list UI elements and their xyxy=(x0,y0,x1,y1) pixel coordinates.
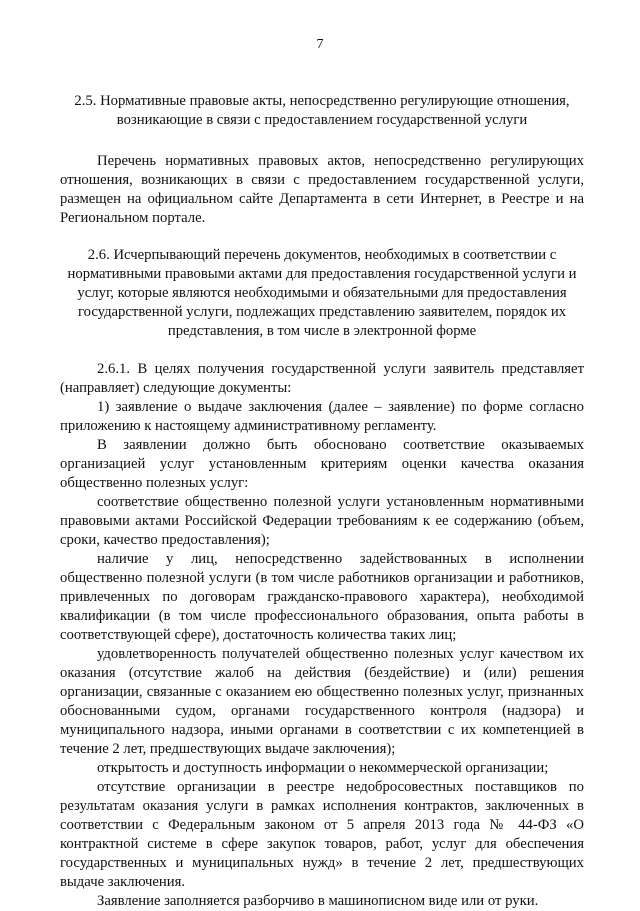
page-number: 7 xyxy=(316,37,324,52)
section-2-6-heading: 2.6. Исчерпывающий перечень документов, необходимых в соответствии с нормативными правовыми актами для предоставления государственной услуги и услуг, которые являются необходимыми и обязательными для предоставления государственной услуги, подлежащих представлению заявителем, порядок их представления, в том числе в электронной форме xyxy=(67,247,577,339)
criterion-compliance: соответствие общественно полезной услуги установленным нормативными правовыми актами Российской Федерации требованиям к ее содержанию (объем, сроки, качество предоставления); xyxy=(60,494,584,548)
criterion-satisfaction: удовлетворенность получателей общественно полезных услуг качеством их оказания (отсутствие жалоб на действия (бездействие) и (или) решения организации, связанные с оказанием ею общественно полезных услуг, признанных обоснованными судом, органами государственного контроля (надзора) и муниципального надзора, иными органами в соответствии с их компетенцией в течение 2 лет, предшествующих выдаче заключения); xyxy=(60,646,584,757)
section-2-5-heading: 2.5. Нормативные правовые акты, непосредственно регулирующие отношения, возникающие в связи с предоставлением государственной услуги xyxy=(74,93,570,128)
paragraph-2-6-1: 2.6.1. В целях получения государственной услуги заявитель представляет (направляет) следующие документы: xyxy=(60,361,584,396)
paragraph-item-1: 1) заявление о выдаче заключения (далее – заявление) по форме согласно приложению к настоящему административному регламенту. xyxy=(60,399,584,434)
paragraph-justification: В заявлении должно быть обосновано соответствие оказываемых организацией услуг установленным критериям оценки качества оказания общественно полезных услуг: xyxy=(60,437,584,491)
section-2-5-text: Перечень нормативных правовых актов, непосредственно регулирующих отношения, возникающих в связи с предоставлением государственной услуги, размещен на официальном сайте Департамента в сети Интернет, в Реестре и на Региональном портале. xyxy=(60,153,584,226)
criterion-registry: отсутствие организации в реестре недобросовестных поставщиков по результатам оказания услуги в рамках исполнения контрактов, заключенных в соответствии с Федеральным законом от 5 апреля 2013 года № 44-ФЗ «О контрактной системе в сфере закупок товаров, работ, услуг для обеспечения государственных и муниципальных нужд» в течение 2 лет, предшествующих выдаче заключения. xyxy=(60,779,584,890)
criterion-openness: открытость и доступность информации о некоммерческой организации; xyxy=(97,760,549,776)
criterion-qualification: наличие у лиц, непосредственно задействованных в исполнении общественно полезной услуги (в том числе работников организации и работников, привлеченных по договорам гражданско-правового характера), необходимой квалификации (в том числе профессионального образования, опыта работы в соответствующей сфере), достаточность количества таких лиц; xyxy=(60,551,584,643)
paragraph-filling: Заявление заполняется разборчиво в машинописном виде или от руки. xyxy=(97,893,539,909)
document-body xyxy=(60,92,584,911)
